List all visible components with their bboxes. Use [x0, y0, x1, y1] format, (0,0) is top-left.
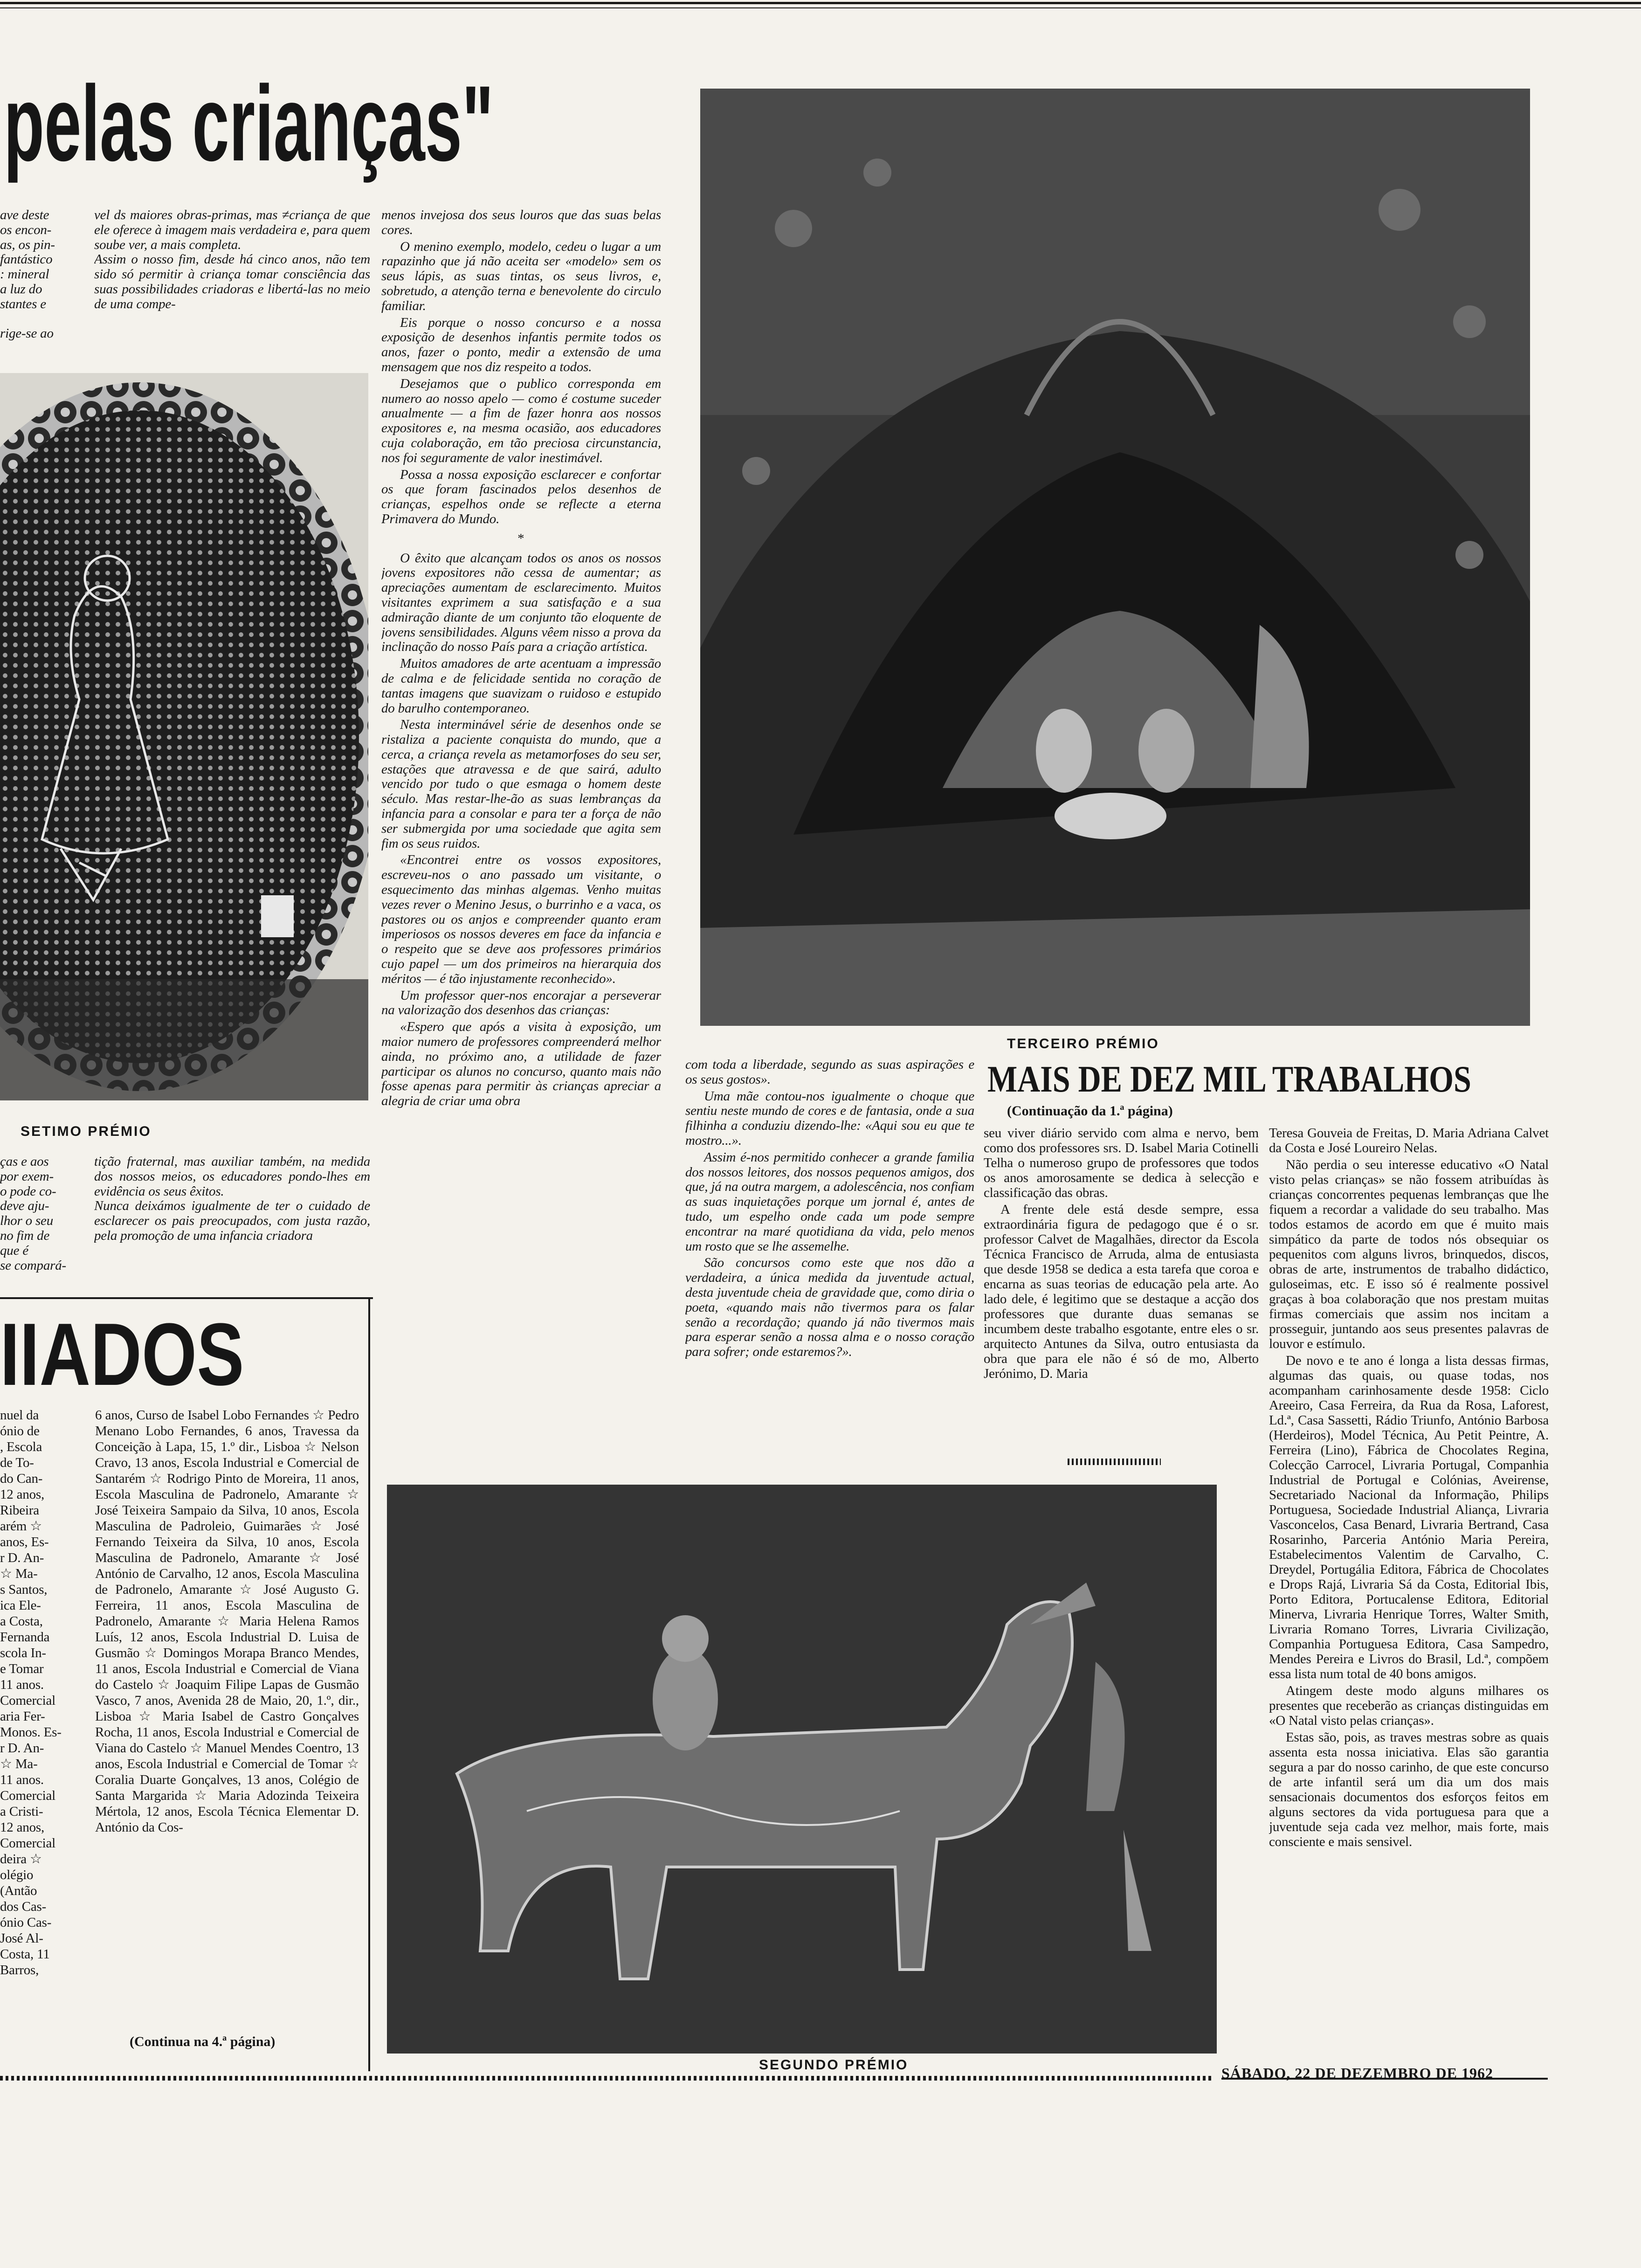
premiados-rule-top [0, 1297, 373, 1299]
article-2-column-a [984, 1126, 1259, 1452]
article-column-4 [685, 1058, 974, 1477]
paragraph: Atingem deste modo alguns milhares os presentes que receberão as crianças distinguidas em «O Natal visto pelas crianças». [1269, 1683, 1549, 1728]
photo-segundo-premio [387, 1485, 1217, 2054]
paragraph: Estas são, pois, as traves mestras sobre as quais assenta esta nossa iniciativa. Elas são garantia segura a par do nosso carinho, de que este concurso de arte infantil será um dia um dos mais sensacionais documentos dos esforços feitos em alguns sectores da vida portuguesa para que a juventude seja cada vez melhor, mais forte, mais consciente e mais sensivel. [1269, 1730, 1549, 1849]
paragraph: Não perdia o seu interesse educativo «O Natal visto pelas crianças» se não fossem atribuídas às crianças concorrentes pequenas lembranças que lhe fiquem a recordar a validade do seu trabalho. Mas todos estamos de acordo em que é muito mais simpático da parte de todos nós obsequiar os pequenitos com alguns livros, brinquedos, discos, obras de arte, instrumentos de trabalho didáctico, guloseimas, etc. E isso só é realmente possivel graças à boa colaboração que nos prestam muitas firmas comerciais que assim nos incitam a prosseguir, juntando aos seus presentes palavras de louvor e estímulo. [1269, 1157, 1549, 1351]
article-column-3 [381, 208, 661, 1346]
section-divider: * [517, 531, 526, 546]
left-column-fragment-top: ave deste os encon- as, os pin- fantástico : mineral a luz do stantes e rige-se ao [0, 208, 55, 341]
footer-date: SÁBADO, 22 DE DEZEMBRO DE 1962 [1221, 2065, 1493, 2081]
paragraph: O menino exemplo, modelo, cedeu o lugar a um rapazinho que já não aceita ser «modelo» sem os seus lápis, as suas tintas, os seus livros, e, sobretudo, a atenção terna e benevolente do circulo familiar. [381, 239, 661, 313]
premiados-left-fragment: nuel da ónio de , Escola de To- do Can- 12 anos, Ribeira arém ☆ anos, Es- r D. An- ☆ Ma- s Santos, ica Ele- a Costa, Fernanda scola In- e Tomar 11 anos. Comercial aria Fer- Monos. Es- r D. An- ☆ Ma- 11 anos. Comercial a Cristi- 12 anos, Comercial deira ☆ olégio (Antão dos Cas- ónio Cas- José Al- Costa, 11 Barros, [0, 1408, 62, 1978]
footer-rule [0, 2076, 1212, 2081]
paragraph: Um professor quer-nos encorajar a perseverar na valorização dos desenhos das crianças: [381, 988, 661, 1018]
paragraph: Teresa Gouveia de Freitas, D. Maria Adriana Calvet da Costa e José Loureiro Nelas. [1269, 1126, 1549, 1155]
article-2-column-b [1269, 1126, 1549, 2081]
left-column-fragment-mid: ças e aos por exem- o pode co- deve aju- lhor o seu no fim de que é se compará- [0, 1155, 66, 1273]
article-2-headline: MAIS DE DEZ MIL TRABALHOS [987, 1059, 1471, 1100]
paragraph: «Espero que após a visita à exposição, um maior numero de professores compreenderá melhor ainda, no próximo ano, a utilidade de fazer participar os alunos no concurso, quanto mais não fosse apenas para permitir às crianças apreciar a alegria de criar uma obra [381, 1019, 661, 1109]
caption-setimo-premio: SETIMO PRÉMIO [21, 1124, 152, 1139]
paragraph: A frente dele está desde sempre, essa extraordinária figura de pedagogo que é o sr. professor Calvet de Magalhães, director da Escola Técnica Francisco de Arruda, alma de entusiasta que desde 1958 se dedica a esta tarefa que coroa e encarna as suas teorias de educação pela arte. Ao lado dele, é legitimo que se destaque a acção dos professores que durante duas semanas se incumbem deste trabalho esgotante, entre eles o sr. arquitecto Antunes da Silva, outro entusiasta da obra que para ele não é só de mo, Alberto Jerónimo, D. Maria [984, 1202, 1259, 1381]
paragraph: Desejamos que o publico corresponda em numero ao nosso apelo — como é costume suceder anualmente — a fim de fazer honra aos nossos expositores e, na mesma ocasião, aos educadores cuja colaboração, em tão preciosa circunstancia, nos foi seguramente de valor inestimável. [381, 376, 661, 465]
caption-terceiro-premio: TERCEIRO PRÉMIO [1007, 1036, 1159, 1051]
top-rule [0, 2, 1641, 4]
caption-segundo-premio: SEGUNDO PRÉMIO [759, 2057, 909, 2073]
photo-setimo-premio [0, 373, 368, 1100]
continua-note: (Continua na 4.ª página) [130, 2034, 276, 2049]
paragraph: Uma mãe contou-nos igualmente o choque que sentiu neste mundo de cores e de fantasia, onde a sua filhinha a conduziu dizendo-lhe: «Aqui sou eu que te mostro...». [685, 1088, 974, 1148]
paragraph: O êxito que alcançam todos os anos os nossos jovens expositores não cessa de aumentar; as apreciações aumentam de esclarecimento. Muitos visitantes exprimem a sua satisfação e a sua admiração diante de um conjunto tão eloquente de jovens sensibilidades. Alguns vêem nisso a prova da inclinação do nosso País para a criação artística. [381, 550, 661, 655]
paragraph: São concursos como este que nos dão a verdadeira, a única medida da juventude actual, desta juventude cheia de gravidade que, como diria o poeta, «quando mais não tivermos para os falar senão a recordação; quando já não tivermos mais para esperar senão a nossa alma e o nosso coração para sofrer; onde estaremos?». [685, 1255, 974, 1360]
premiados-list: 6 anos, Curso de Isabel Lobo Fernandes ☆ Pedro Menano Lobo Fernandes, 6 anos, Travessa da Conceição à Lapa, 15, 1.º dir., Lisboa ☆ Nelson Cravo, 13 anos, Escola Industrial e Comercial de Santarém ☆ Rodrigo Pinto de Moreira, 11 anos, Escola Masculina de Padronelo, Amarante ☆ José Teixeira Sampaio da Silva, 10 anos, Escola Masculina de Padroleio, Guimarães ☆ José Fernando Teixeira da Silva, 10 anos, Escola Masculina de Padronelo, Amarante ☆ José António de Carvalho, 12 anos, Escola Masculina de Padronelo, Amarante ☆ José Augusto G. Ferreira, 11 anos, Escola Masculina de Padronelo, Amarante ☆ Maria Helena Ramos Luís, 12 anos, Escola Industrial D. Luisa de Gusmão ☆ Domingos Morapa Branco Mendes, 11 anos, Escola Industrial e Comercial de Viana do Castelo ☆ Joaquim Filipe Lapas de Gusmão Vasco, 7 anos, Avenida 28 de Maio, 20, 1.º, dir., Lisboa ☆ Maria Isabel de Castro Gonçalves Rocha, 11 anos, Escola Industrial e Comercial de Viana do Castelo ☆ Manuel Mendes Coentro, 13 anos, Escola Industrial e Comercial de Tomar ☆ Coralia Duarte Gonçalves, 13 anos, Colégio de Santa Margarida ☆ Maria Adozinda Teixeira Mértola, 12 anos, Escola Técnica Elementar D. António da Cos- [95, 1408, 359, 1835]
paragraph: «Encontrei entre os vossos expositores, escreveu-nos o ano passado um visitante, o esquecimento das minhas algemas. Venho muitas vezes rever o Menino Jesus, o burrinho e a vaca, os pastores ou os anjos e compreender quanto eram imperiosos os nossos deveres em face da infancia e o respeito que se deve aos professores primários cujo papel — um dos primeiros na hierarquia dos méritos — é tão injustamente reconhecido». [381, 852, 661, 986]
paragraph: Possa a nossa exposição esclarecer e confortar os que foram fascinados pelos desenhos de crianças, espelhos onde se reflecte a eterna Primavera do Mundo. [381, 467, 661, 526]
photo-terceiro-premio [700, 89, 1530, 1026]
paragraph: seu viver diário servido com alma e nervo, bem como dos professores srs. D. Isabel Maria Cotinelli Telha o numeroso grupo de professores que todos os anos amorosamente se dedica à selecção e classificação das obras. [984, 1126, 1259, 1200]
paragraph: Eis porque o nosso concurso e a nossa exposição de desenhos infantis permite todos os anos, fazer o ponto, medir a extensão de uma mensagem que nos diz respeito a todos. [381, 315, 661, 374]
paragraph: com toda a liberdade, segundo as suas aspirações e os seus gostos». [685, 1058, 974, 1087]
top-rule-thin [0, 7, 1641, 8]
page-headline: pelas crianças" [4, 63, 494, 183]
paragraph: Muitos amadores de arte acentuam a impressão de calma e de felicidade sentida no coração de tantas imagens que suavizam o ruidoso e estupido do barulho contemporaneo. [381, 656, 661, 716]
article-column-2-top: vel ds maiores obras-primas, mas ≠criança de que ele oferece à imagem mais verdadeira e, para quem soube ver, a mais completa. Assim o nosso fim, desde há cinco anos, não tem sido só permitir à criança tomar consciência das suas possibilidades criadoras e libertá-las no meio de uma compe- [94, 208, 370, 311]
paragraph: Assim é-nos permitido conhecer a grande familia dos nossos leitores, dos nossos pequenos amigos, dos que, já na outra margem, a adolescência, nos confiam as suas inquietações porque um jornal é, antes de tudo, um espelho onde cada um pode sempre encontrar na maré quotidiana da vida, pelo menos um rosto que se lhe assemelhe. [685, 1149, 974, 1254]
paragraph: De novo e te ano é longa a lista dessas firmas, algumas das quais, ou quase todas, nos acompanham carinhosamente desde 1958: Ciclo Areeiro, Casa Ferreira, da Rua da Rosa, Laforest, Ld.ª, Casa Sassetti, Rádio Triunfo, António Barbosa (Herdeiros), Model Técnica, Au Petit Peintre, A. Ferreira (Lino), Fábrica de Chocolates Regina, Colecção Carrocel, Livraria Portugal, Companhia Industrial de Portugal e Colónias, Aveirense, Secretariado Nacional da Informação, Philips Portuguesa, Sociedade Industrial Aliança, Livraria Vasconcelos, Casa Benard, Livraria Bertrand, Casa Rosarinho, Parceria António Maria Pereira, Estabelecimentos Valentim de Carvalho, C. Dreydel, Portugália Editora, Fábrica de Chocolates e Drops Rajá, Livraria Sá da Costa, Editorial Ibis, Porto Editora, Portucalense Editora, Editorial Minerva, Livraria Henrique Torres, Walter Smith, Livraria Romano Torres, Livraria Civilização, Companhia Portuguesa Editora, Casa Sampedro, Mendes Pereira e Livros do Brasil, Ld.ª, compõem essa lista num total de 40 bons amigos. [1269, 1353, 1549, 1681]
ornament-rule [1068, 1459, 1161, 1465]
article-column-2-mid: tição fraternal, mas auxiliar também, na medida dos nossos meios, os educadores pondo-lhes em evidência os seus êxitos. Nunca deixámos igualmente de ter o cuidado de esclarecer os pais preocupados, com justa razão, pela promoção de uma infancia criadora [94, 1155, 370, 1243]
paragraph: menos invejosa dos seus louros que das suas belas cores. [381, 208, 661, 237]
article-2-continuation-note: (Continuação da 1.ª página) [1007, 1103, 1173, 1119]
premiados-rule-right [368, 1297, 370, 2071]
paragraph: Nesta interminável série de desenhos onde se ristaliza a paciente conquista do mundo, que a cerca, a criança revela as metamorfoses do seu ser, estações que atravessa e de que sairá, adulto vencido por tudo o que esmaga o homem deste século. Mas restar-lhe-ão as suas lembranças da infancia para a consolar e para ter a força de não ser submergida por uma sociedade que agita sem fim os seus ruidos. [381, 717, 661, 851]
premiados-headline: IIADOS [0, 1305, 244, 1404]
